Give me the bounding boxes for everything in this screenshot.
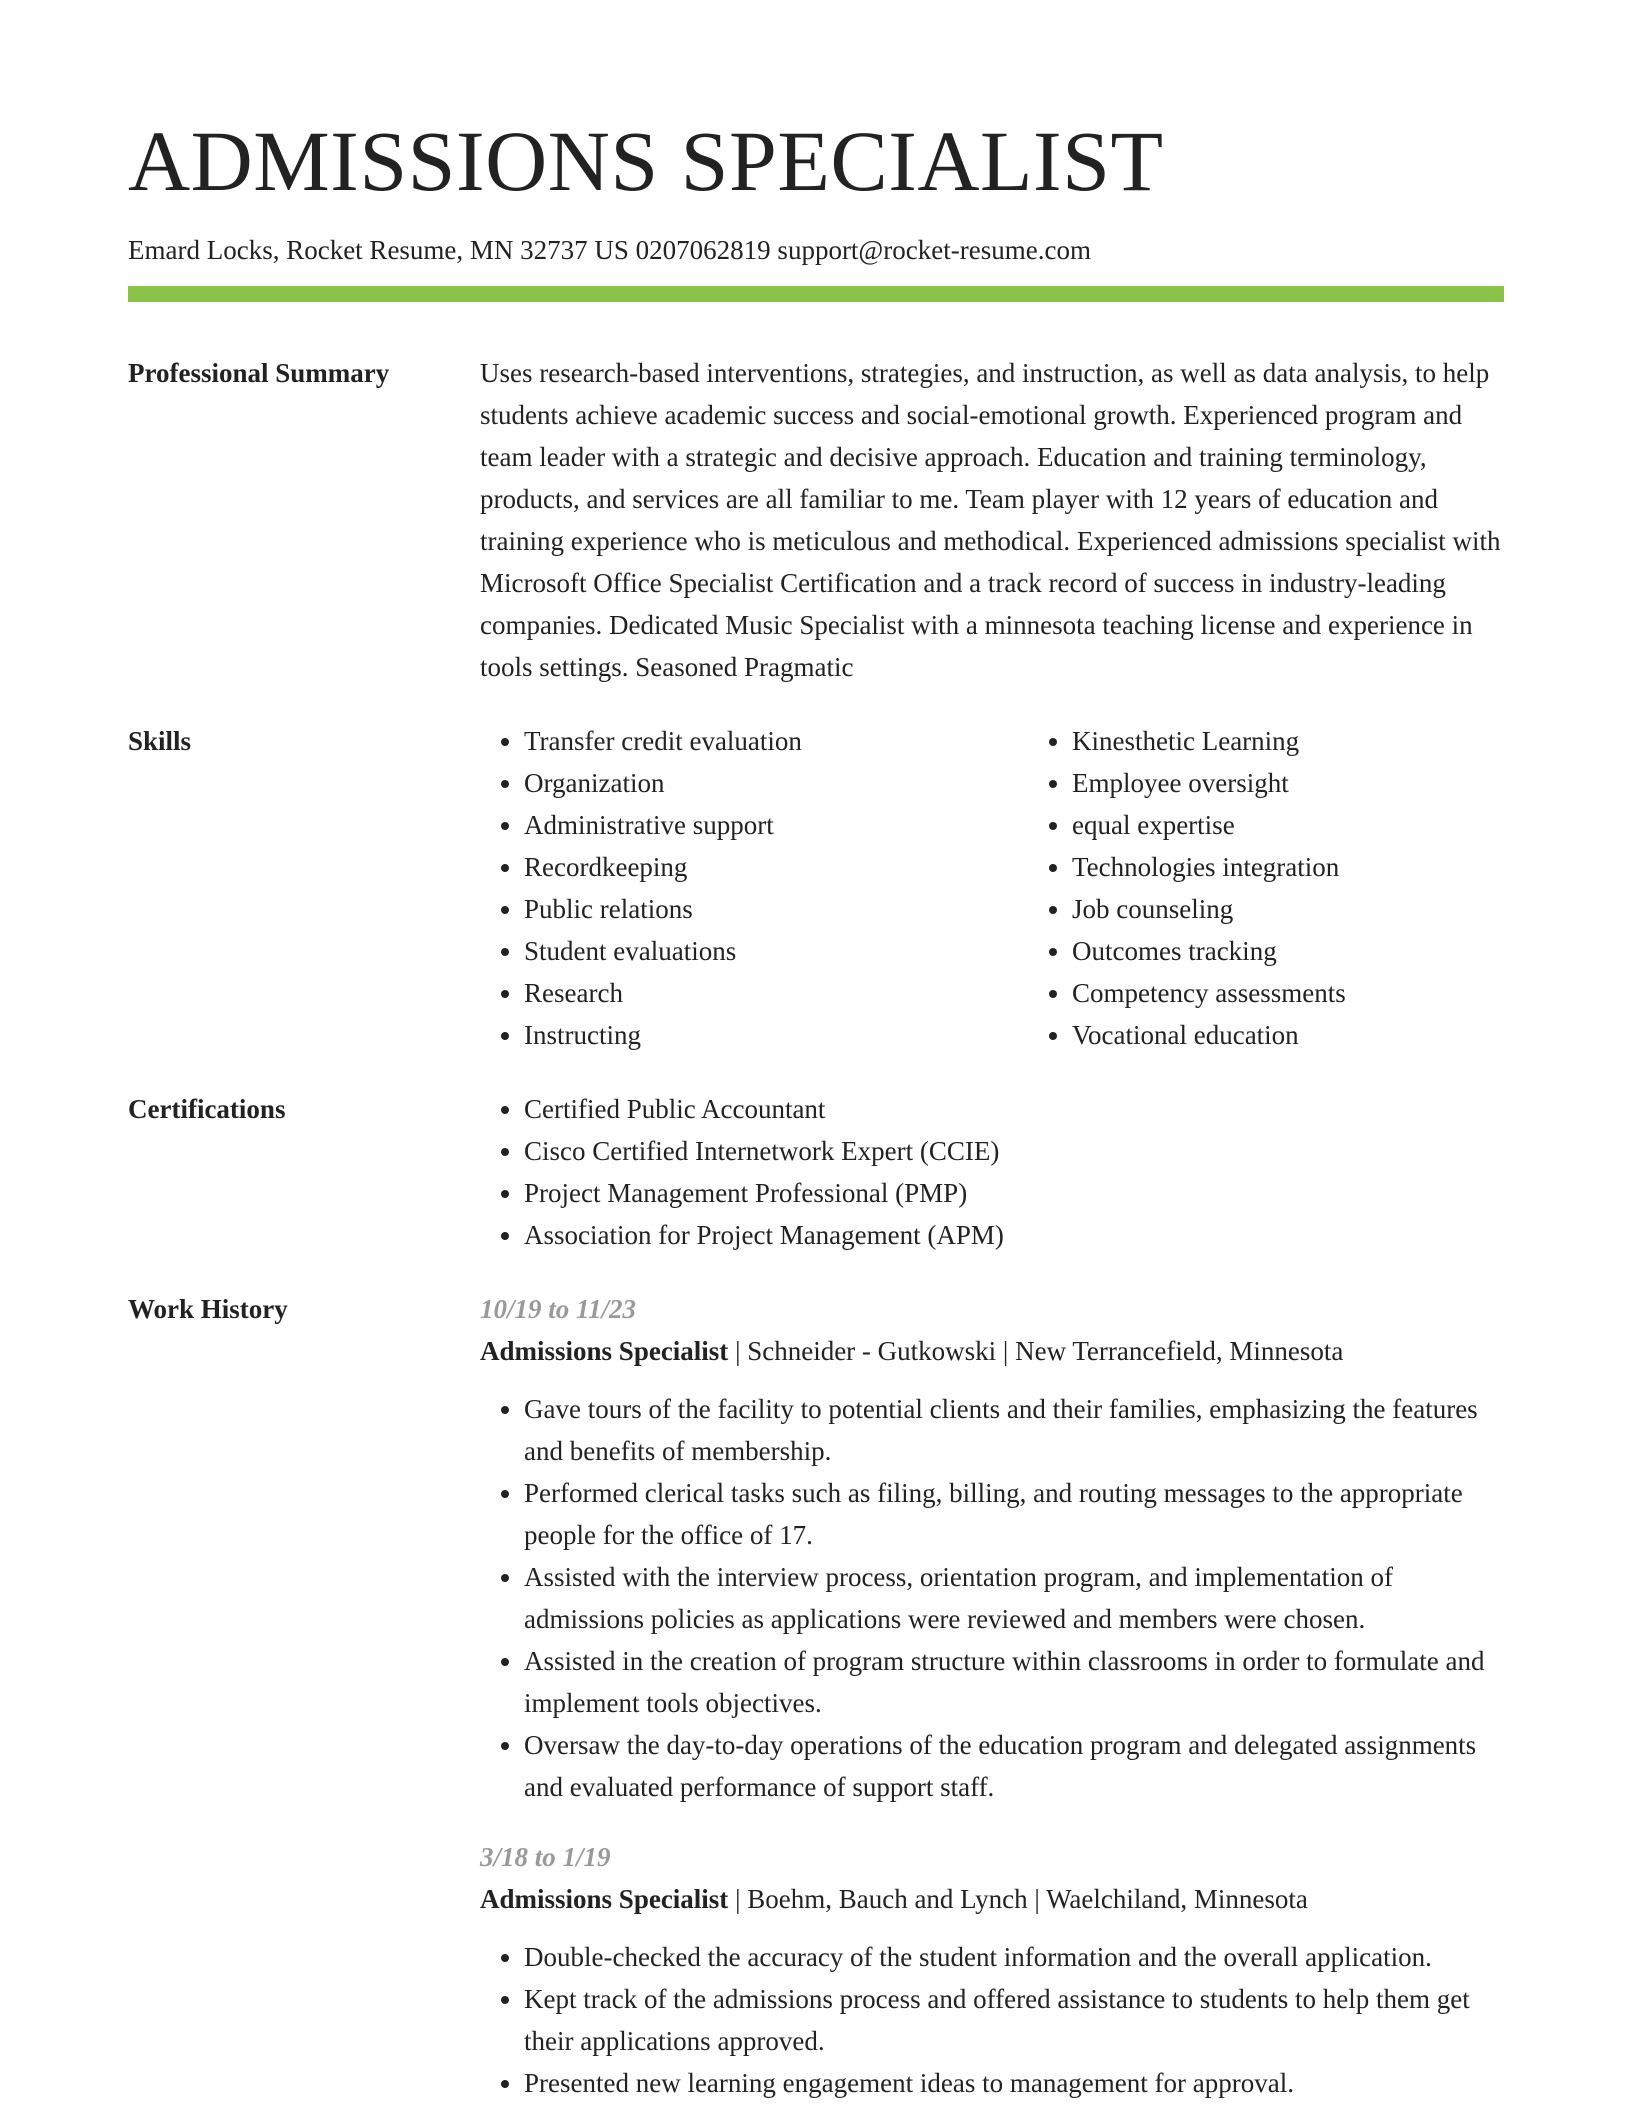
list-item: • Cisco Certified Internetwork Expert (CCIE) <box>524 1130 1504 1172</box>
list-item: • Transfer credit evaluation <box>524 720 1028 762</box>
section-professional-summary <box>128 352 1504 688</box>
list-item: • Association for Project Management (APM) <box>524 1214 1504 1256</box>
list-item: • Student evaluations <box>524 930 1028 972</box>
contact-line: Emard Locks, Rocket Resume, MN 32737 US 0207062819 support@rocket-resume.com <box>128 235 1091 265</box>
list-item: • Public relations <box>524 888 1028 930</box>
list-item: • Technologies integration <box>1072 846 1576 888</box>
section-label: Skills <box>128 726 192 757</box>
section-certifications <box>128 1088 1504 1256</box>
job-heading <box>480 1330 1504 1372</box>
accent-divider <box>128 286 1504 302</box>
list-item: • Kept track of the admissions process and offered assistance to students to help them get their applications approved. <box>524 1978 1504 2062</box>
job-title: Admissions Specialist <box>480 1336 729 1367</box>
job-dates: 10/19 to 11/23 <box>480 1294 637 1325</box>
skills-columns <box>480 720 1576 1056</box>
section-label: Work History <box>128 1294 288 1325</box>
certifications-list <box>480 1088 1504 1256</box>
list-item: • Double-checked the accuracy of the student information and the overall application. <box>524 1936 1504 1978</box>
job-heading <box>480 1878 1504 1920</box>
section-label: Certifications <box>128 1094 286 1125</box>
list-item: • Job counseling <box>1072 888 1576 930</box>
list-item: • equal expertise <box>1072 804 1576 846</box>
section-label: Professional Summary <box>128 358 390 389</box>
job-bullets <box>480 1388 1504 1808</box>
resume-title: ADMISSIONS SPECIALIST <box>128 113 1164 209</box>
list-item: • Gave tours of the facility to potential clients and their families, emphasizing the features and benefits of membership. <box>524 1388 1504 1472</box>
list-item: • Kinesthetic Learning <box>1072 720 1576 762</box>
list-item: • Competency assessments <box>1072 972 1576 1014</box>
job-details: | Boehm, Bauch and Lynch | Waelchiland, Minnesota <box>728 1884 1308 1915</box>
list-item: • Outcomes tracking <box>1072 930 1576 972</box>
list-item: • Research <box>524 972 1028 1014</box>
section-work-history <box>128 1288 1504 2104</box>
list-item: • Organization <box>524 762 1028 804</box>
job-entry <box>480 1288 1504 1808</box>
list-item: • Assisted with the interview process, orientation program, and implementation of admissions policies as applications were reviewed and members were chosen. <box>524 1556 1504 1640</box>
list-item: • Recordkeeping <box>524 846 1028 888</box>
list-item: • Assisted in the creation of program structure within classrooms in order to formulate and implement tools objectives. <box>524 1640 1504 1724</box>
list-item: • Presented new learning engagement ideas to management for approval. <box>524 2062 1504 2104</box>
job-entry <box>480 1836 1504 2104</box>
list-item: • Vocational education <box>1072 1014 1576 1056</box>
job-title: Admissions Specialist <box>480 1884 729 1915</box>
list-item: • Performed clerical tasks such as filing, billing, and routing messages to the appropriate people for the office of 17. <box>524 1472 1504 1556</box>
list-item: • Oversaw the day-to-day operations of the education program and delegated assignments and evaluated performance of support staff. <box>524 1724 1504 1808</box>
list-item: • Certified Public Accountant <box>524 1088 1504 1130</box>
job-details: | Schneider - Gutkowski | New Terrancefield, Minnesota <box>728 1336 1344 1367</box>
summary-text: Uses research-based interventions, strategies, and instruction, as well as data analysis, to help students achieve academic success and social-emotional growth. Experienced program and team leader with a strategic and decisive approach. Education and training terminology, products, and services are all familiar to me. Team player with 12 years of education and training experience who is meticulous and methodical. Experienced admissions specialist with Microsoft Office Specialist Certification and a track record of success in industry-leading companies. Dedicated Music Specialist with a minnesota teaching license and experience in tools settings. Seasoned Pragmatic <box>480 358 1501 683</box>
skills-list-right <box>1028 720 1576 1056</box>
job-dates: 3/18 to 1/19 <box>480 1842 611 1873</box>
job-bullets <box>480 1936 1504 2104</box>
skills-list-left <box>480 720 1028 1056</box>
list-item: • Administrative support <box>524 804 1028 846</box>
list-item: • Employee oversight <box>1072 762 1576 804</box>
list-item: • Project Management Professional (PMP) <box>524 1172 1504 1214</box>
list-item: • Instructing <box>524 1014 1028 1056</box>
section-skills <box>128 720 1504 1056</box>
